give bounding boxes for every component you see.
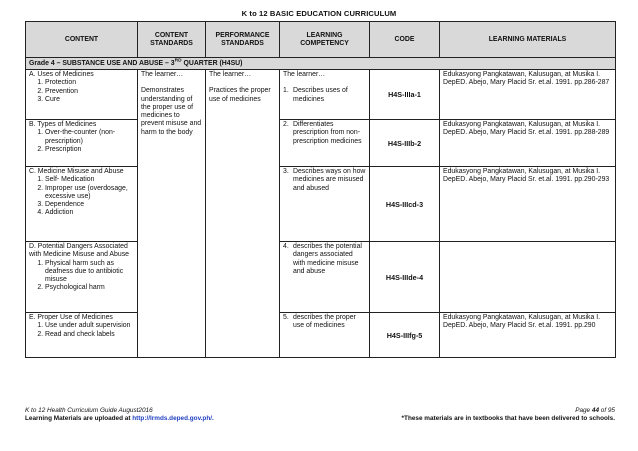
content-title: A. Uses of Medicines <box>29 71 94 78</box>
materials-cell: Edukasyong Pangkatawan, Kalusugan, at Musika I. DepED. Abejo, Mary Placid Sr. et.al. 1991. pp.290 <box>440 313 616 358</box>
code-cell: H4S-IIIfg-5 <box>370 313 440 358</box>
content-cell <box>26 167 138 242</box>
content-cell <box>26 70 138 120</box>
code-cell: H4S-IIIde-4 <box>370 242 440 313</box>
content-cell <box>26 313 138 358</box>
list-item: 2. Read and check labels <box>45 331 134 339</box>
list-item: 2. Improper use (overdosage, excessive use) <box>45 185 134 202</box>
competency-text: Describes ways on how medicines are misused and abused <box>293 168 366 192</box>
footer-guide: K to 12 Health Curriculum Guide August2016 <box>25 407 153 414</box>
content-title: B. Types of Medicines <box>29 121 97 128</box>
list-item: 2. Prevention <box>45 88 134 96</box>
list-item: 1. Over-the-counter (non-prescription) <box>45 129 134 146</box>
competency-number: 2. <box>283 121 289 128</box>
header-content-standards: CONTENT STANDARDS <box>138 22 206 58</box>
content-title: D. Potential Dangers Associated with Medicine Misuse and Abuse <box>29 243 129 259</box>
competency-cell <box>280 313 370 358</box>
competency-number: 4. <box>283 243 289 250</box>
curriculum-table <box>25 21 616 358</box>
header-content: CONTENT <box>26 22 138 58</box>
materials-cell <box>440 242 616 313</box>
list-item: 3. Dependence <box>45 201 134 209</box>
list-item: 2. Psychological harm <box>45 284 134 292</box>
code-cell: H4S-IIIa-1 <box>370 70 440 120</box>
list-item: 4. Addiction <box>45 209 134 217</box>
table-row <box>26 120 616 167</box>
header-learning-materials: LEARNING MATERIALS <box>440 22 616 58</box>
competency-text: describes the proper use of medicines <box>293 314 356 330</box>
footer-upload-note: Learning Materials are uploaded at http://lrmds.deped.gov.ph/. <box>25 415 214 422</box>
footer <box>25 407 615 423</box>
grade-row <box>26 58 616 70</box>
competency-cell <box>280 167 370 242</box>
content-standard-text: Demonstrates understanding of the proper use of medicines to prevent misuse and harm to the body <box>141 87 202 136</box>
header-row <box>26 22 616 58</box>
content-title: C. Medicine Misuse and Abuse <box>29 168 124 175</box>
document-title: K to 12 BASIC EDUCATION CURRICULUM <box>241 9 397 18</box>
content-title: E. Proper Use of Medicines <box>29 314 113 321</box>
performance-standard-intro: The learner… <box>209 71 252 78</box>
list-item: 1. Protection <box>45 79 134 87</box>
table-row <box>26 167 616 242</box>
code-cell: H4S-IIIcd-3 <box>370 167 440 242</box>
header-learning-competency: LEARNING COMPETENCY <box>280 22 370 58</box>
lrmds-link[interactable]: http://lrmds.deped.gov.ph/. <box>132 415 214 422</box>
competency-text: Describes uses of medicines <box>293 87 348 103</box>
materials-cell: Edukasyong Pangkatawan, Kalusugan, at Musika I. DepED. Abejo, Mary Placid Sr. et.al. 1991. pp.288-289 <box>440 120 616 167</box>
competency-intro: The learner… <box>283 71 326 78</box>
footer-textbook-note: *These materials are in textbooks that have been delivered to schools. <box>401 415 615 422</box>
competency-cell <box>280 120 370 167</box>
list-item: 1. Self- Medication <box>45 176 134 184</box>
header-performance-standards: PERFORMANCE STANDARDS <box>206 22 280 58</box>
content-cell <box>26 242 138 313</box>
header-code: CODE <box>370 22 440 58</box>
list-item: 2. Prescription <box>45 146 134 154</box>
competency-text: Differentiates prescription from non-prescription medicines <box>293 121 362 145</box>
competency-number: 3. <box>283 168 289 175</box>
content-standards-cell <box>138 70 206 358</box>
materials-cell: Edukasyong Pangkatawan, Kalusugan, at Musika I. DepED. Abejo, Mary Placid Sr. et.al. 1991. pp.290-293 <box>440 167 616 242</box>
competency-cell <box>280 70 370 120</box>
page-number: Page 44 of 95 <box>575 407 615 414</box>
competency-text: describes the potential dangers associated with medicine misuse and abuse <box>293 243 362 275</box>
competency-number: 5. <box>283 314 289 321</box>
content-cell <box>26 120 138 167</box>
table-row <box>26 242 616 313</box>
table-row <box>26 313 616 358</box>
list-item: 1. Use under adult supervision <box>45 322 134 330</box>
list-item: 1. Physical harm such as deafness due to antibiotic misuse <box>45 260 134 285</box>
list-item: 3. Cure <box>45 96 134 104</box>
table-row <box>26 70 616 120</box>
content-standard-intro: The learner… <box>141 71 184 78</box>
performance-standards-cell <box>206 70 280 358</box>
performance-standard-text: Practices the proper use of medicines <box>209 87 271 103</box>
materials-cell: Edukasyong Pangkatawan, Kalusugan, at Musika I. DepED. Abejo, Mary Placid Sr. et.al. 1991. pp.286-287 <box>440 70 616 120</box>
competency-cell <box>280 242 370 313</box>
competency-number: 1. <box>283 87 289 95</box>
grade-heading: Grade 4 – SUBSTANCE USE AND ABUSE – 3RD QUARTER (H4SU) <box>26 58 616 70</box>
code-cell: H4S-IIIb-2 <box>370 120 440 167</box>
